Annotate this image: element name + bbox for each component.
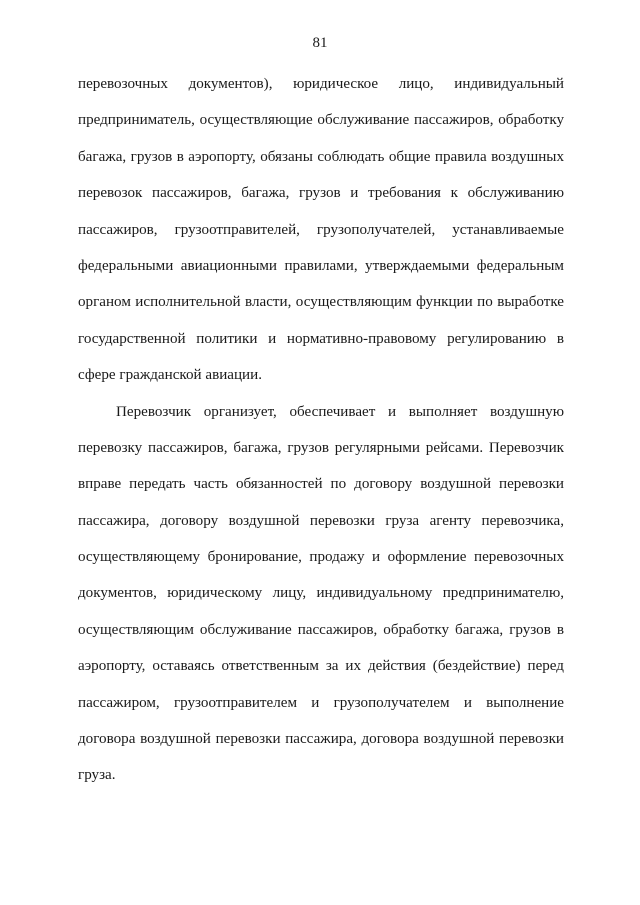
text-line: пассажиром, грузоотправителем и грузополучателем и выполнение bbox=[78, 694, 564, 711]
page-number: 81 bbox=[312, 35, 328, 51]
paragraph-2 bbox=[78, 394, 564, 794]
text-line: аэропорту, оставаясь ответственным за их действия (бездействие) перед bbox=[78, 658, 564, 675]
text-line: сфере гражданской авиации. bbox=[78, 367, 262, 384]
text-line: осуществляющим обслуживание пассажиров, обработку багажа, грузов в bbox=[78, 621, 564, 638]
text-line: груза. bbox=[78, 767, 116, 784]
text-line: государственной политики и нормативно-правовому регулированию в bbox=[78, 330, 564, 347]
text-line: документов, юридическому лицу, индивидуальному предпринимателю, bbox=[78, 585, 564, 602]
document-body bbox=[78, 66, 564, 794]
text-line: федеральными авиационными правилами, утверждаемыми федеральным bbox=[78, 257, 564, 274]
text-line: договора воздушной перевозки пассажира, договора воздушной перевозки bbox=[78, 731, 564, 748]
text-line: перевозку пассажиров, багажа, грузов регулярными рейсами. Перевозчик bbox=[78, 439, 564, 456]
text-line: багажа, грузов в аэропорту, обязаны соблюдать общие правила воздушных bbox=[78, 148, 564, 165]
text-line: осуществляющему бронирование, продажу и оформление перевозочных bbox=[78, 549, 564, 566]
text-line: пассажира, договору воздушной перевозки груза агенту перевозчика, bbox=[78, 512, 564, 529]
text-line: вправе передать часть обязанностей по договору воздушной перевозки bbox=[78, 476, 564, 493]
text-line: Перевозчик организует, обеспечивает и выполняет воздушную bbox=[116, 403, 564, 420]
text-line: перевозочных документов), юридическое лицо, индивидуальный bbox=[78, 76, 564, 92]
text-line: перевозок пассажиров, багажа, грузов и требования к обслуживанию bbox=[78, 185, 564, 202]
text-line: предприниматель, осуществляющие обслуживание пассажиров, обработку bbox=[78, 112, 564, 129]
text-line: пассажиров, грузоотправителей, грузополучателей, устанавливаемые bbox=[78, 221, 564, 238]
paragraph-1 bbox=[78, 66, 564, 394]
text-line: органом исполнительной власти, осуществляющим функции по выработке bbox=[78, 294, 564, 311]
